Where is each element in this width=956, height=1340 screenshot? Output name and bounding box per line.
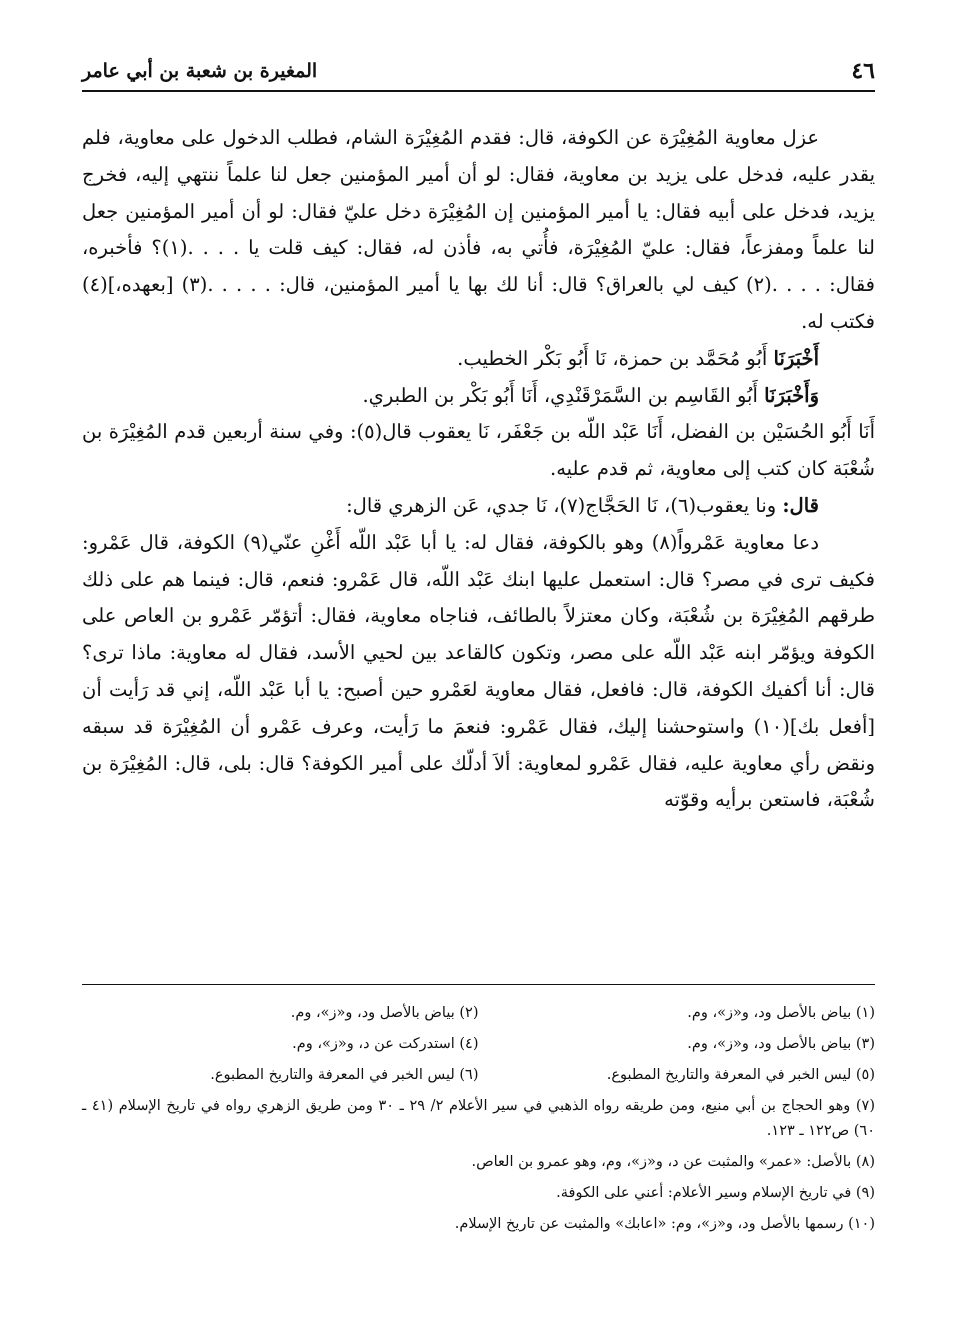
paragraph-3 [82,378,875,415]
running-title: المغيرة بن شعبة بن أبي عامر [82,60,318,82]
main-text [82,120,875,819]
paragraph-4: أَنَا أَبُو الحُسَيْن بن الفضل، أَنَا عَبْد اللّه بن جَعْفَر، نَا يعقوب قال(٥): وفي سنة أربعين قدم المُغِيْرَة بن شُعْبَة كان كتب إلى معاوية، ثم قدم عليه. [82,420,875,481]
footnote-row [82,1178,875,1209]
paragraph-2-text: أَبُو مُحَمَّد بن حمزة، نَا أَبُو بَكْر الخطيب. [457,346,774,370]
footnote-row [82,1091,875,1147]
page-header [82,52,875,92]
paragraph-1: عزل معاوية المُغِيْرَة عن الكوفة، قال: فقدم المُغِيْرَة الشام، فطلب الدخول على معاوية، فلم يقدر عليه، فدخل على يزيد بن معاوية، فقال: لو أن أمير المؤمنين جعل لنا علماً ننتهي إليه، فخرج يزيد، فدخل على أبيه فقال: يا أمير المؤمنين إن المُغِيْرَة دخل عليّ فقال: لو أن أمير المؤمنين جعل لنا علماً ومفزعاً، فقال: عليّ المُغِيْرَة، فأُتي به، فأذن له، فقال: كيف قلت يا . . . .(١)؟ فأخبره، فقال: . . . .(٢) كيف لي بالعراق؟ قال: أنا لك بها يا أمير المؤمنين، قال: . . . . .(٣) [بعهده،](٤) فكتب له. [82,126,876,333]
footnote-row [82,1147,875,1178]
paragraph-5-text: ونا يعقوب(٦)، نَا الحَجَّاج(٧)، نَا جدي، عَن الزهري قال: [346,493,783,517]
paragraph-5 [82,488,875,525]
footnotes-divider [82,984,875,985]
footnote-1: (١) بياض بالأصل ود، و«ز»، وم. [687,1005,875,1021]
footnote-9: (٩) في تاريخ الإسلام وسير الأعلام: أعني على الكوفة. [556,1185,875,1201]
footnote-row [82,1209,875,1240]
footnote-row [82,998,875,1029]
footnote-7: (٧) وهو الحجاج بن أبي منيع، ومن طريقه رواه الذهبي في سير الأعلام ٢/ ٢٩ ـ ٣٠ ومن طريق الزهري رواه في تاريخ الإسلام (٤١ ـ ٦٠) ص١٢٢ ـ ١٢٣. [82,1098,875,1139]
footnote-6: (٦) ليس الخبر في المعرفة والتاريخ المطبوع. [210,1067,479,1083]
paragraph-6: دعا معاوية عَمْرواً(٨) وهو بالكوفة، فقال له: يا أبا عَبْد اللّه أَغْنِ عنّي(٩) الكوفة، قال عَمْرو: فكيف ترى في مصر؟ قال: استعمل عليها ابنك عَبْد اللّه، قال عَمْرو: فنعم، قال: فينما هم على ذلك طرقهم المُغِيْرَة بن شُعْبَة، وكان معتزلاً بالطائف، فناجاه معاوية، فقال: أتؤمّر عَمْرو بن العاص على الكوفة ويؤمّر ابنه عَبْد اللّه على مصر، وتكون كالقاعد بين لحيي الأسد، فقال له معاوية: ماذا ترى؟ قال: أنا أكفيك الكوفة، قال: فافعل، فقال معاوية لعَمْرو حين أصبح: يا أبا عَبْد اللّه، إني قد رَأيت أن [أفعل بك](١٠) واستوحشنا إليك، فقال عَمْرو: فنعمَ ما رَأيت، وعرف عَمْرو أن المُغِيْرَة قد سبقه ونقض رأي معاوية عليه، فقال عَمْرو لمعاوية: ألاَ أدلّك على أمير الكوفة؟ قال: بلى، قال: المُغِيْرَة بن شُعْبَة، فاستعن برأيه وقوّته [82,530,875,812]
footnote-row [82,1029,875,1060]
paragraph-2 [82,341,875,378]
footnotes [82,998,875,1240]
footnote-5: (٥) ليس الخبر في المعرفة والتاريخ المطبوع. [606,1067,875,1083]
footnote-10: (١٠) رسمها بالأصل ود، و«ز»، وم: «اعابك» والمثبت عن تاريخ الإسلام. [454,1216,875,1232]
footnote-8: (٨) بالأصل: «عمر» والمثبت عن د، و«ز»، وم، وهو عمرو بن العاص. [471,1154,875,1170]
footnote-3: (٣) بياض بالأصل ود، و«ز»، وم. [687,1036,875,1052]
paragraph-3-text: أَبُو القَاسِم بن السَّمَرْقَنْدِي، أَنَا أَبُو بَكْر بن الطبري. [362,383,765,407]
footnote-row [82,1060,875,1091]
page-number: ٤٦ [851,58,875,84]
isnad-word: قال: [782,493,819,517]
footnote-4: (٤) استدركت عن د، و«ز»، وم. [292,1036,479,1052]
isnad-word: وَأَخْبَرَنَا [764,383,819,407]
isnad-word: أَخْبَرَنَا [773,346,819,370]
footnote-2: (٢) بياض بالأصل ود، و«ز»، وم. [290,1005,479,1021]
